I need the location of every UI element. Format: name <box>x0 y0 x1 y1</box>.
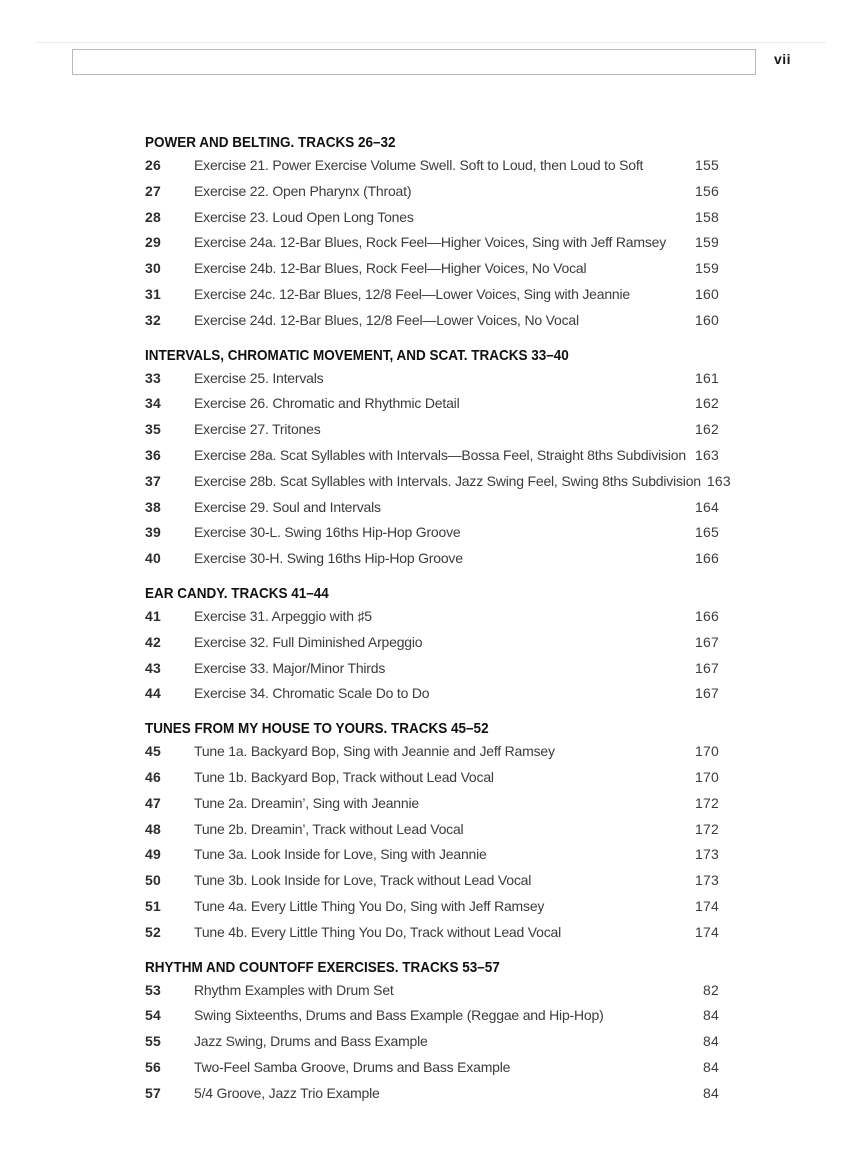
page-number: 155 <box>695 157 719 173</box>
toc <box>145 133 731 1107</box>
page-number: 84 <box>703 1033 719 1050</box>
toc-row <box>145 308 719 334</box>
page-number: 84 <box>703 1007 719 1024</box>
track-title: Exercise 28b. Scat Syllables with Intervals. Jazz Swing Feel, Swing 8ths Subdivision <box>194 472 701 489</box>
toc-row <box>145 656 719 682</box>
page-number: 173 <box>695 846 719 863</box>
toc-row <box>145 391 719 417</box>
track-number: 56 <box>145 1058 161 1075</box>
page-number: 161 <box>695 369 719 386</box>
running-head-box <box>72 49 756 75</box>
track-title: 5/4 Groove, Jazz Trio Example <box>194 1084 380 1101</box>
track-number: 32 <box>145 311 161 328</box>
toc-section <box>145 958 719 1107</box>
page-number: 159 <box>695 260 719 277</box>
track-title: Swing Sixteenths, Drums and Bass Example (Reggae and Hip-Hop) <box>194 1007 604 1024</box>
track-title: Tune 2b. Dreamin’, Track without Lead Vocal <box>194 820 464 837</box>
toc-row <box>145 817 719 843</box>
track-title: Tune 2a. Dreamin’, Sing with Jeannie <box>194 794 419 811</box>
page-number: 159 <box>695 234 719 251</box>
toc-row <box>145 1055 719 1081</box>
track-title: Tune 1a. Backyard Bop, Sing with Jeannie and Jeff Ramsey <box>194 743 555 760</box>
toc-row <box>145 1003 719 1029</box>
toc-row <box>145 546 719 572</box>
track-number: 36 <box>145 446 161 463</box>
track-number: 30 <box>145 260 161 277</box>
toc-row <box>145 417 719 443</box>
toc-row <box>145 179 719 205</box>
page-number: 160 <box>695 311 719 328</box>
track-number: 35 <box>145 421 161 438</box>
page-number: 162 <box>695 395 719 412</box>
toc-row <box>145 205 719 231</box>
track-title: Exercise 33. Major/Minor Thirds <box>194 659 386 676</box>
page-number: 164 <box>695 498 719 515</box>
toc-row <box>145 282 719 308</box>
section-heading: RHYTHM AND COUNTOFF EXERCISES. TRACKS 53–57 <box>145 958 500 976</box>
toc-section <box>145 133 719 334</box>
page-number: 165 <box>695 524 719 541</box>
track-number: 41 <box>145 607 161 624</box>
page-number: 174 <box>695 923 719 940</box>
track-number: 42 <box>145 633 161 650</box>
track-title: Exercise 32. Full Diminished Arpeggio <box>194 633 423 650</box>
track-title: Exercise 24d. 12-Bar Blues, 12/8 Feel—Lower Voices, No Vocal <box>194 311 579 328</box>
toc-row <box>145 630 719 656</box>
track-number: 53 <box>145 981 161 998</box>
page-number: 156 <box>695 182 719 199</box>
page-number: 172 <box>695 820 719 837</box>
track-title: Tune 3b. Look Inside for Love, Track without Lead Vocal <box>194 872 532 889</box>
track-number: 50 <box>145 872 161 889</box>
track-title: Tune 4a. Every Little Thing You Do, Sing with Jeff Ramsey <box>194 897 545 914</box>
page-number: 163 <box>695 446 719 463</box>
track-number: 26 <box>145 157 161 173</box>
track-number: 54 <box>145 1007 161 1024</box>
toc-row <box>145 842 719 868</box>
track-title: Exercise 31. Arpeggio with ♯5 <box>194 607 372 624</box>
track-title: Exercise 34. Chromatic Scale Do to Do <box>194 685 430 702</box>
section-heading: INTERVALS, CHROMATIC MOVEMENT, AND SCAT. TRACKS 33–40 <box>145 346 569 364</box>
track-number: 34 <box>145 395 161 412</box>
track-title: Exercise 22. Open Pharynx (Throat) <box>194 182 412 199</box>
toc-row <box>145 765 719 791</box>
track-number: 39 <box>145 524 161 541</box>
track-number: 52 <box>145 923 161 940</box>
track-number: 27 <box>145 182 161 199</box>
toc-section <box>145 346 731 572</box>
track-title: Exercise 24a. 12-Bar Blues, Rock Feel—Higher Voices, Sing with Jeff Ramsey <box>194 234 667 251</box>
track-number: 46 <box>145 768 161 785</box>
track-number: 48 <box>145 820 161 837</box>
track-title: Exercise 28a. Scat Syllables with Intervals—Bossa Feel, Straight 8ths Subdivision <box>194 446 686 463</box>
toc-row <box>145 230 719 256</box>
page-number: 167 <box>695 659 719 676</box>
track-number: 51 <box>145 897 161 914</box>
track-title: Tune 3a. Look Inside for Love, Sing with Jeannie <box>194 846 487 863</box>
track-title: Two-Feel Samba Groove, Drums and Bass Example <box>194 1058 511 1075</box>
track-title: Exercise 25. Intervals <box>194 369 324 386</box>
track-number: 45 <box>145 743 161 760</box>
toc-row <box>145 868 719 894</box>
track-title: Exercise 27. Tritones <box>194 421 321 438</box>
page-number: 167 <box>695 685 719 702</box>
page-number: 82 <box>703 981 719 998</box>
page-number: 170 <box>695 768 719 785</box>
track-title: Exercise 23. Loud Open Long Tones <box>194 208 414 225</box>
page-number: 162 <box>695 421 719 438</box>
track-number: 28 <box>145 208 161 225</box>
page-number: 163 <box>706 472 731 489</box>
track-title: Exercise 30-L. Swing 16ths Hip-Hop Groove <box>194 524 461 541</box>
track-number: 38 <box>145 498 161 515</box>
page-number: 167 <box>695 633 719 650</box>
page-number: 174 <box>695 897 719 914</box>
page-number: 158 <box>695 208 719 225</box>
toc-row <box>145 894 719 920</box>
track-number: 44 <box>145 685 161 702</box>
toc-row <box>145 791 719 817</box>
page-number: 160 <box>695 285 719 302</box>
page-number: 172 <box>695 794 719 811</box>
track-title: Exercise 30-H. Swing 16ths Hip-Hop Groove <box>194 550 463 567</box>
toc-row <box>145 604 719 630</box>
track-number: 49 <box>145 846 161 863</box>
page-number: 170 <box>695 743 719 760</box>
toc-row <box>145 1029 719 1055</box>
track-number: 43 <box>145 659 161 676</box>
section-heading: TUNES FROM MY HOUSE TO YOURS. TRACKS 45–52 <box>145 720 489 738</box>
track-title: Tune 4b. Every Little Thing You Do, Track without Lead Vocal <box>194 923 562 940</box>
page-number: 166 <box>695 550 719 567</box>
toc-row <box>145 256 719 282</box>
toc-row <box>145 495 719 521</box>
toc-row <box>145 469 731 495</box>
toc-row <box>145 520 719 546</box>
track-title: Exercise 26. Chromatic and Rhythmic Detail <box>194 395 460 412</box>
track-title: Exercise 29. Soul and Intervals <box>194 498 381 515</box>
toc-row <box>145 739 719 765</box>
track-number: 47 <box>145 794 161 811</box>
track-number: 29 <box>145 234 161 251</box>
track-title: Exercise 24b. 12-Bar Blues, Rock Feel—Higher Voices, No Vocal <box>194 260 587 277</box>
track-title: Rhythm Examples with Drum Set <box>194 981 394 998</box>
page-number: 84 <box>703 1058 719 1075</box>
track-title: Exercise 24c. 12-Bar Blues, 12/8 Feel—Lower Voices, Sing with Jeannie <box>194 285 630 302</box>
track-title: Jazz Swing, Drums and Bass Example <box>194 1033 428 1050</box>
track-title: Tune 1b. Backyard Bop, Track without Lead Vocal <box>194 768 494 785</box>
toc-row <box>145 681 719 707</box>
track-number: 33 <box>145 369 161 386</box>
toc-row <box>145 978 719 1004</box>
toc-row <box>145 920 719 946</box>
track-number: 55 <box>145 1033 161 1050</box>
track-number: 37 <box>145 472 161 489</box>
track-title: Exercise 21. Power Exercise Volume Swell. Soft to Loud, then Loud to Soft <box>194 157 644 173</box>
page-folio: vii <box>774 51 792 67</box>
toc-row <box>145 153 719 179</box>
track-number: 40 <box>145 550 161 567</box>
toc-row <box>145 443 719 469</box>
page-number: 173 <box>695 872 719 889</box>
page-edge-line <box>36 42 826 43</box>
toc-row <box>145 1081 719 1107</box>
toc-section <box>145 719 719 945</box>
page-number: 84 <box>703 1084 719 1101</box>
toc-row <box>145 366 719 392</box>
section-heading: EAR CANDY. TRACKS 41–44 <box>145 584 329 602</box>
track-number: 57 <box>145 1084 161 1101</box>
toc-section <box>145 584 719 707</box>
page-number: 166 <box>695 607 719 624</box>
section-heading: POWER AND BELTING. TRACKS 26–32 <box>145 134 396 151</box>
track-number: 31 <box>145 285 161 302</box>
